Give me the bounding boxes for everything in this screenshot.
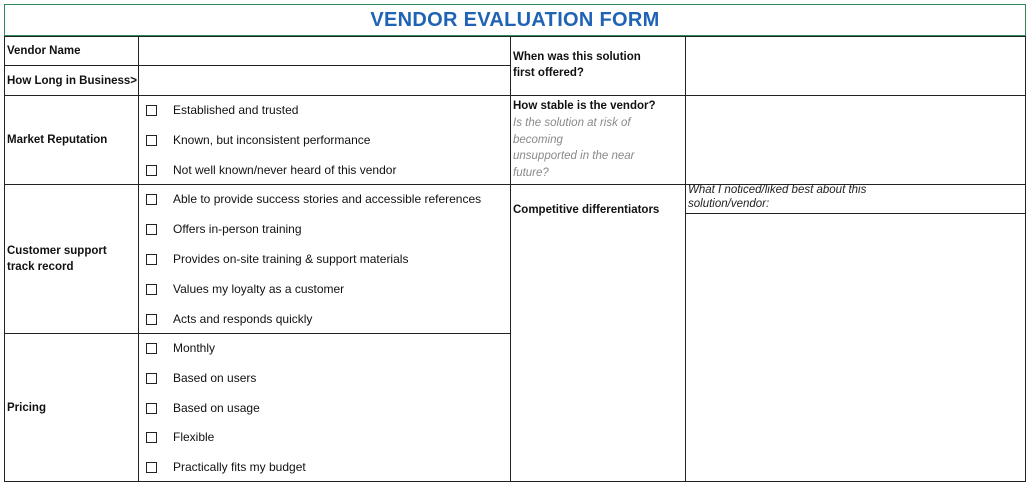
pricing-option[interactable] [146,339,215,357]
divider-right-col [685,36,686,482]
divider-label-col [138,36,139,482]
checkbox[interactable] [146,343,157,354]
customer-support-label [7,243,107,275]
form-header [4,4,1026,36]
option-label: Established and trusted [173,103,299,117]
competitive-note [688,183,1018,211]
reputation-option[interactable] [146,101,298,119]
checkbox[interactable] [146,194,157,205]
pricing-option[interactable] [146,399,260,417]
rule-reputation [4,184,510,185]
border-left [4,36,5,482]
competitive-note-line1: What I noticed/liked best about this [688,184,867,196]
checkbox[interactable] [146,135,157,146]
customer-support-label-line1: Customer support [7,245,107,257]
option-label: Values my loyalty as a customer [173,282,345,296]
stability-hint-line: becoming [513,133,563,146]
rule-support [4,333,510,334]
market-reputation-label: Market Reputation [7,134,108,146]
vendor-evaluation-form [4,4,1026,482]
competitive-label: Competitive differentiators [513,204,660,216]
support-option[interactable] [146,310,312,328]
border-bottom [4,481,1026,482]
first-offered-field[interactable] [687,37,1024,94]
business-length-label: How Long in Business> [7,75,138,87]
stability-hint-line: Is the solution at risk of [513,117,631,129]
first-offered-label-line1: When was this solution [513,51,641,63]
option-label: Able to provide success stories and accessible references [173,192,482,206]
business-length-field[interactable] [140,66,509,94]
stability-label: How stable is the vendor? [513,100,656,112]
competitive-note-line2: solution/vendor: [688,198,770,210]
first-offered-label [513,49,641,81]
option-label: Not well known/never heard of this vendor [173,163,397,177]
option-label: Monthly [173,341,216,355]
border-right [1025,36,1026,482]
checkbox[interactable] [146,254,157,265]
pricing-option[interactable] [146,458,306,476]
stability-hint-line: unsupported in the near [513,150,635,162]
support-option[interactable] [146,190,481,208]
customer-support-label-line2: track record [7,261,74,273]
checkbox[interactable] [146,432,157,443]
reputation-option[interactable] [146,161,396,179]
option-label: Based on users [173,371,257,385]
checkbox[interactable] [146,314,157,325]
stability-field[interactable] [687,96,1024,183]
option-label: Provides on-site training & support materials [173,252,409,266]
pricing-label: Pricing [7,402,46,414]
stability-hint-line: future? [513,166,549,179]
support-option[interactable] [146,280,344,298]
checkbox[interactable] [146,373,157,384]
divider-mid-col [510,36,511,482]
support-option[interactable] [146,250,408,268]
checkbox[interactable] [146,284,157,295]
checkbox[interactable] [146,105,157,116]
checkbox[interactable] [146,462,157,473]
support-option[interactable] [146,220,302,238]
stability-hint [513,115,678,181]
reputation-option[interactable] [146,131,370,149]
option-label: Known, but inconsistent performance [173,133,371,147]
pricing-option[interactable] [146,369,256,387]
first-offered-label-line2: first offered? [513,67,584,79]
option-label: Flexible [173,430,215,444]
form-title: VENDOR EVALUATION FORM [370,8,660,31]
checkbox[interactable] [146,165,157,176]
vendor-name-label: Vendor Name [7,45,81,57]
rule-business [4,95,510,96]
vendor-name-field[interactable] [140,37,509,64]
checkbox[interactable] [146,403,157,414]
option-label: Acts and responds quickly [173,312,313,326]
option-label: Practically fits my budget [173,460,306,474]
checkbox[interactable] [146,224,157,235]
competitive-field[interactable] [687,215,1024,480]
option-label: Offers in-person training [173,222,302,236]
option-label: Based on usage [173,401,260,415]
pricing-option[interactable] [146,428,214,446]
rule-note [685,213,1026,214]
